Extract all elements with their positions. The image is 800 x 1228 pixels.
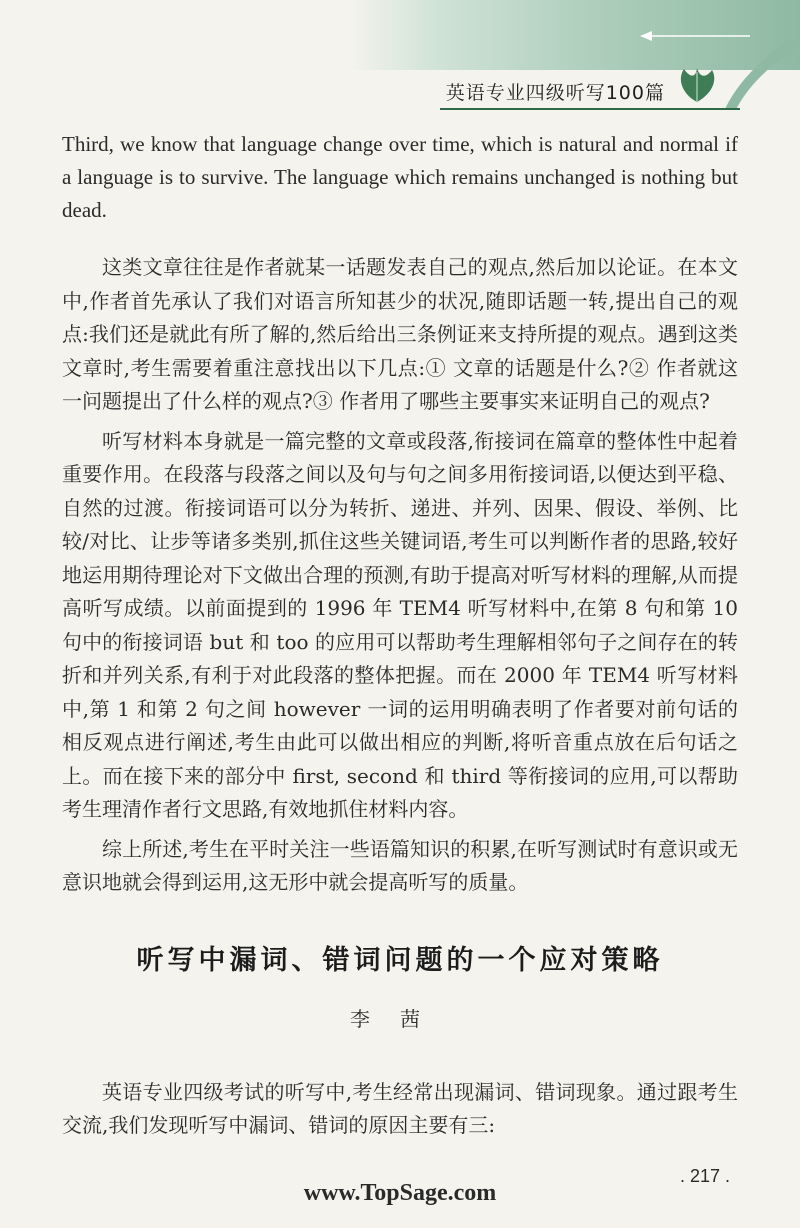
- website-url[interactable]: www.TopSage.com: [303, 1180, 497, 1206]
- header-rule: [440, 108, 740, 110]
- section-intro: 英语专业四级考试的听写中,考生经常出现漏词、错词现象。通过跟考生交流,我们发现听写中漏词、错词的原因主要有三:: [62, 1079, 738, 1137]
- leaf-icon: [672, 64, 722, 104]
- paragraph-3: 综上所述,考生在平时关注一些语篇知识的积累,在听写测试时有意识或无意识地就会得到运用,这无形中就会提高听写的质量。: [62, 836, 738, 894]
- author-name: 李茜: [350, 1006, 450, 1031]
- paragraph-2: 听写材料本身就是一篇完整的文章或段落,衔接词在篇章的整体性中起着重要作用。在段落与段落之间以及句与句之间多用衔接词语,以便达到平稳、自然的过渡。衔接词语可以分为转折、递进、并列、因果、假设、举例、比较/对比、让步等诸多类别,抓住这些关键词语,考生可以判断作者的思路,较好地运用期待理论对下文做出合理的预测,有助于提高对听写材料的理解,从而提高听写成绩。以前面提到的 1996 年 TEM4 听写材料中,在第 8 句和第 10 句中的衔接词语 but 和 too 的应用可以帮助考生理解相邻句子之间存在的转折和并列关系,有利于对此段落的整体把握。而在 2000 年 TEM4 听写材料中,第 1 和第 2 句之间 however 一词的运用明确表明了作者要对前句话的相反观点进行阐述,考生由此可以做出相应的判断,将听音重点放在后句话之上。而在接下来的部分中 first, second 和 third 等衔接词的应用,可以帮助考生理清作者行文思路,有效地抓住材料内容。: [62, 428, 738, 821]
- paragraph-1: 这类文章往往是作者就某一话题发表自己的观点,然后加以论证。在本文中,作者首先承认了我们对语言所知甚少的状况,随即话题一转,提出自己的观点:我们还是就此有所了解的,然后给出三条例证来支持所提的观点。遇到这类文章时,考生需要着重注意找出以下几点:① 文章的话题是什么?② 作者就这一问题提出了什么样的观点?③ 作者用了哪些主要事实来证明自己的观点?: [62, 255, 738, 413]
- book-title: 英语专业四级听写100篇: [445, 82, 665, 104]
- section-title: 听写中漏词、错词问题的一个应对策略: [136, 944, 664, 976]
- page-number: . 217 .: [679, 1166, 730, 1186]
- page-header: [0, 0, 800, 112]
- english-paragraph: Third, we know that language change over time, which is natural and normal if a language is to survive. The language which remains unchanged is nothing but dead.: [62, 132, 738, 222]
- page-body: [62, 128, 738, 1143]
